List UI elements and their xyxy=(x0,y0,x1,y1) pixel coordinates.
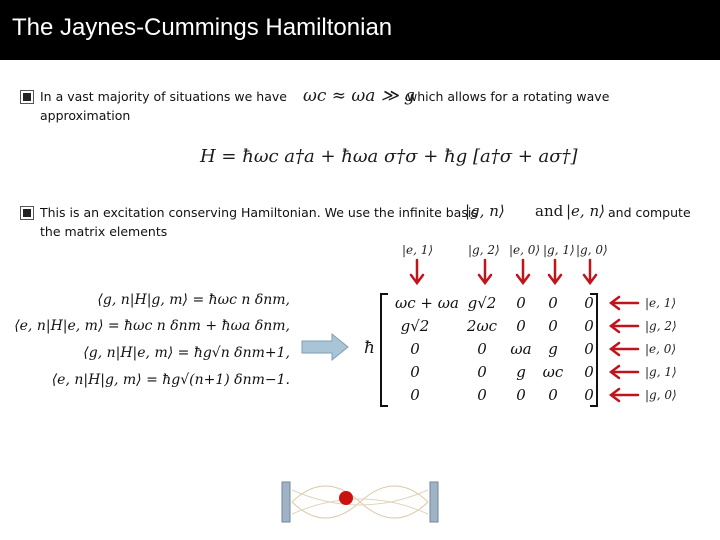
row-ket-g0: |g, 0⟩ xyxy=(645,388,677,402)
left-arrow-icon xyxy=(611,389,638,401)
bullet2-text-b: and compute xyxy=(608,205,691,220)
implies-arrow-icon xyxy=(302,334,348,360)
matrix-cell: 0 xyxy=(548,317,558,335)
matrix-cell: 0 xyxy=(410,340,420,358)
matrix-cell: 0 xyxy=(584,317,594,335)
title-bar xyxy=(0,0,720,60)
matrix-cell: 0 xyxy=(548,294,558,312)
matrix-cell: ωc + ωa xyxy=(395,294,459,312)
row-ket-g1: |g, 1⟩ xyxy=(645,365,677,379)
matrix-cell: 0 xyxy=(477,386,487,404)
matrix-cell: 0 xyxy=(477,363,487,381)
matrix-cell: 0 xyxy=(516,294,526,312)
down-arrow-icon xyxy=(411,260,423,283)
matrix-element-ge: ⟨g, n|H|e, m⟩ = ħg√n δnm+1, xyxy=(83,345,290,361)
matrix-element-gg: ⟨g, n|H|g, m⟩ = ħωc n δnm, xyxy=(97,292,290,308)
matrix-cell: g xyxy=(516,363,526,381)
bullet1-text-b: which allows for a rotating wave xyxy=(407,89,610,104)
left-arrow-icon xyxy=(611,320,638,332)
matrix-cell: 0 xyxy=(410,363,420,381)
matrix-cell: g√2 xyxy=(467,294,497,312)
cavity-diagram xyxy=(282,482,438,522)
matrix-cell: 0 xyxy=(477,340,487,358)
bullet1-condition: ωc ≈ ωa ≫ g xyxy=(303,86,415,106)
matrix-cell: 0 xyxy=(516,386,526,404)
bullet2-text-a: This is an excitation conserving Hamiltonian. We use the infinite basis xyxy=(40,205,478,220)
matrix-cell: 0 xyxy=(410,386,420,404)
basis-and: and xyxy=(535,202,564,220)
down-arrow-icon xyxy=(517,260,529,283)
column-ket-e1: |e, 1⟩ xyxy=(402,243,434,257)
bullet-marker-2 xyxy=(20,206,34,220)
matrix-element-eg: ⟨e, n|H|g, m⟩ = ħg√(n+1) δnm−1. xyxy=(51,372,290,388)
bullet2-text-c: the matrix elements xyxy=(40,224,168,239)
down-arrow-icon xyxy=(584,260,596,283)
matrix-cell: ωa xyxy=(510,340,532,358)
down-arrow-icon xyxy=(549,260,561,283)
down-arrow-icon xyxy=(479,260,491,283)
matrix-cell: 0 xyxy=(584,340,594,358)
matrix-cell: 0 xyxy=(548,386,558,404)
column-ket-g0: |g, 0⟩ xyxy=(576,243,608,257)
basis-e: |e, n⟩ xyxy=(566,202,605,220)
matrix-cell: g√2 xyxy=(400,317,430,335)
bullet1-text-c: approximation xyxy=(40,108,131,123)
matrix-cell: 2ωc xyxy=(466,317,498,335)
matrix-cell: ωc xyxy=(542,363,564,381)
left-mirror xyxy=(282,482,290,522)
hbar-symbol: ħ xyxy=(364,338,375,358)
column-ket-e0: |e, 0⟩ xyxy=(509,243,541,257)
row-ket-e0: |e, 0⟩ xyxy=(645,342,677,356)
matrix-left-bracket xyxy=(380,293,388,407)
matrix-cell: 0 xyxy=(584,386,594,404)
atom xyxy=(339,491,353,505)
matrix-cell: 0 xyxy=(584,363,594,381)
row-ket-e1: |e, 1⟩ xyxy=(645,296,677,310)
bullet1-text-a: In a vast majority of situations we have xyxy=(40,89,287,104)
column-ket-g2: |g, 2⟩ xyxy=(468,243,500,257)
right-mirror xyxy=(430,482,438,522)
left-arrow-icon xyxy=(611,297,638,309)
slide-title: The Jaynes-Cummings Hamiltonian xyxy=(12,14,393,41)
matrix-cell: 0 xyxy=(584,294,594,312)
column-ket-g1: |g, 1⟩ xyxy=(543,243,575,257)
hamiltonian-equation: H = ħωc a†a + ħωa σ†σ + ħg [a†σ + aσ†] xyxy=(200,146,578,167)
basis-g: |g, n⟩ xyxy=(465,202,505,220)
row-ket-g2: |g, 2⟩ xyxy=(645,319,677,333)
bullet-marker-1 xyxy=(20,90,34,104)
left-arrow-icon xyxy=(611,366,638,378)
matrix-cell: 0 xyxy=(516,317,526,335)
matrix-element-ee: ⟨e, n|H|e, m⟩ = ħωc n δnm + ħωa δnm, xyxy=(14,318,290,334)
matrix-cell: g xyxy=(548,340,558,358)
left-arrow-icon xyxy=(611,343,638,355)
